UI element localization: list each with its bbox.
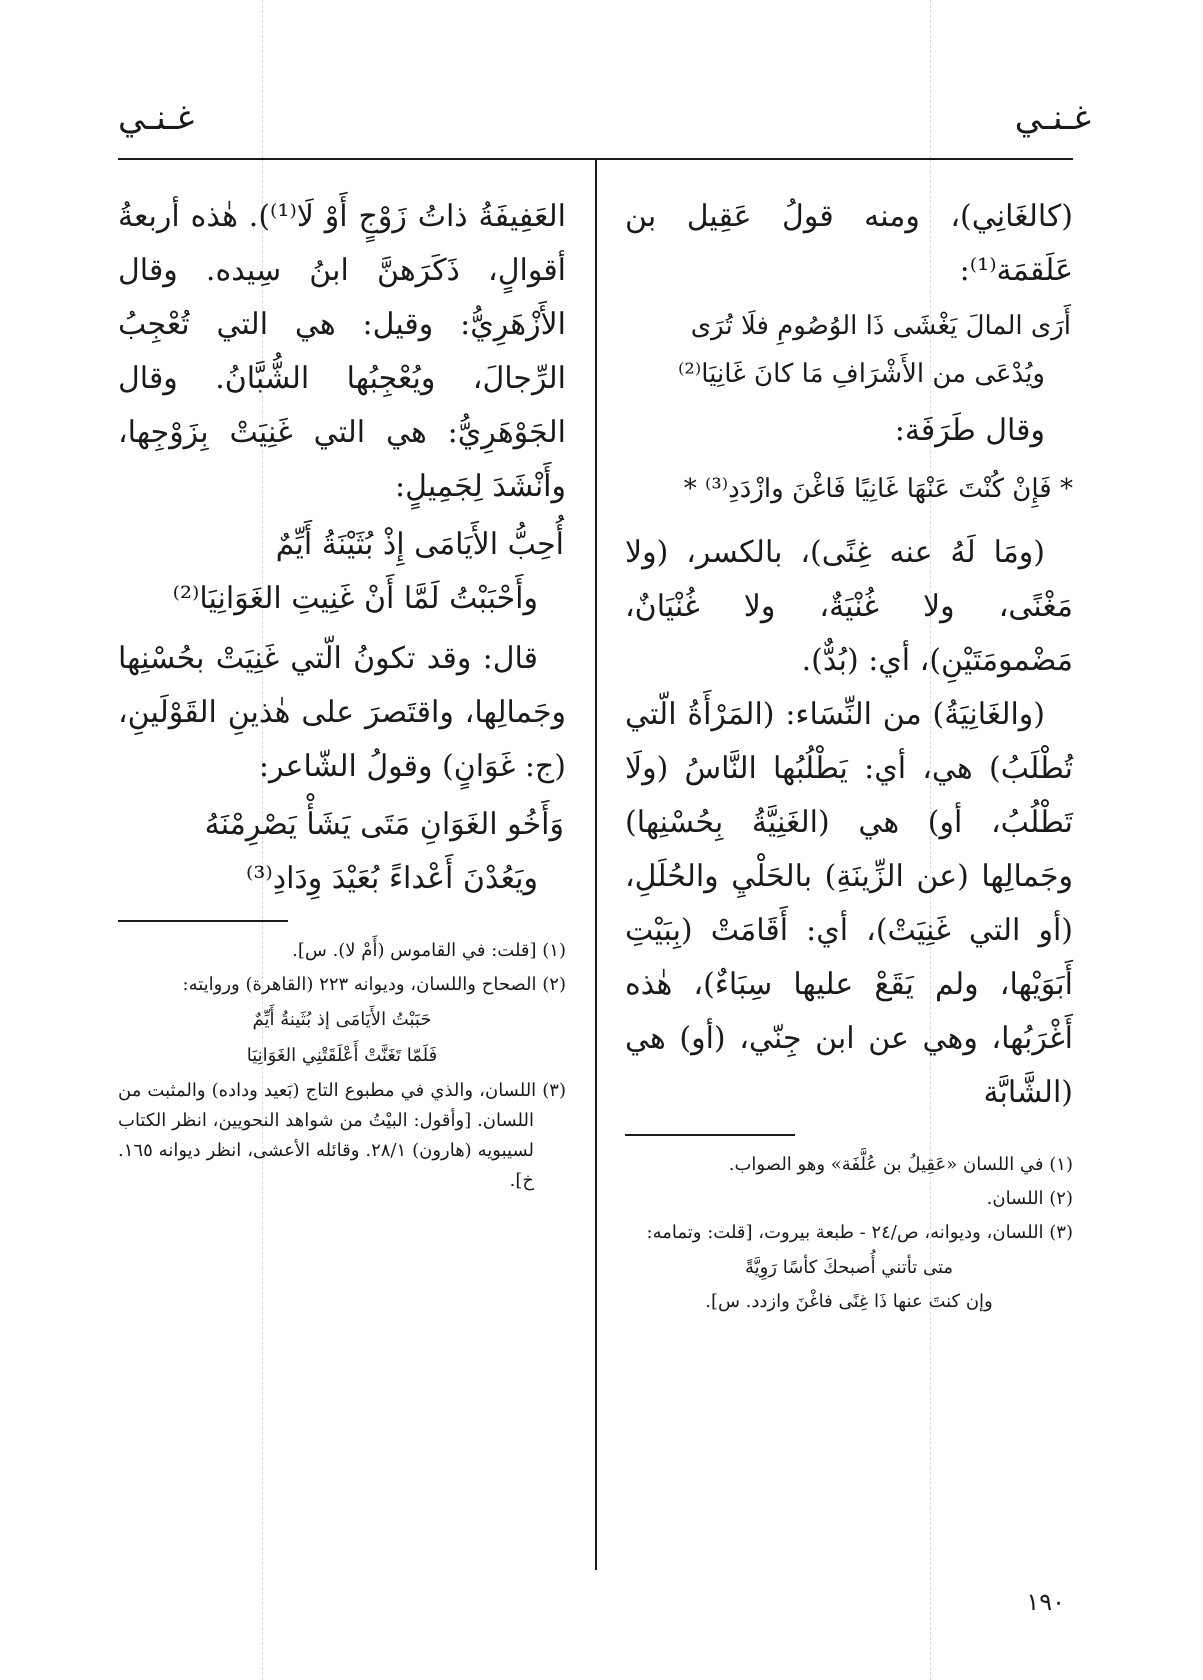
column-divider (595, 160, 597, 1570)
paragraph: (ومَا لَهُ عنه غِنًى)، بالكسر، (ولا مَغْنًى، ولا غُنْيَةٌ، ولا غُنْيَانٌ، مَضْمومَتَيْنِ)، أي: (بُدٌّ). (625, 535, 1073, 678)
footnote: (١) في اللسان «عَقِيلُ بن عُلَّفَة» وهو الصواب. (728, 1154, 1073, 1175)
footnote-verse: وإن كنتَ عنها ذَا غِنًى فاغْنَ وازدد. س]. (705, 1291, 993, 1312)
paragraph: (والغَانِيَةُ) من النِّسَاء: (المَرْأَةُ الّتي تُطْلَبُ) هي، أي: يَطْلُبُها النَّاسُ (ولَا تَطْلُبُ، أو) هي (الغَنِيَّةُ بِحُسْنِها) وجَمالِها (عن الزِّينَةِ) بالحَلْيِ والحُلَلِ، (أو التي غَنِيَتْ)، أي: أَقَامَتْ (بِبَيْتِ أَبَوَيْها، ولم يَقَعْ عليها سِبَاءٌ)، هٰذه أَغْرَبُها، وهي عن ابن جِنّي، (أو) هي (الشَّابَّة (625, 697, 1073, 1110)
paragraph: العَفِيفَةُ ذاتُ زَوْجٍ أَوْ لَا⁽¹⁾). هٰذه أربعةُ أقوالٍ، ذَكَرَهنَّ ابنُ سِيده. وقال الأَزْهَرِيُّ: وقيل: هي التي تُعْجِبُ الرِّجالَ، ويُعْجِبُها الشُّبَّانُ. وقال الجَوْهَرِيُّ: هي التي غَنِيَتْ بِزَوْجِها، وأَنْشَدَ لِجَمِيلٍ: (118, 199, 566, 504)
header-entry-word-right: غـنـي (1014, 98, 1091, 138)
poem-verse (625, 302, 1073, 398)
footnote-verse: حَبَبْتُ الأَيَامَى إذ بُثَينةُ أَيِّمٌ (252, 1009, 432, 1030)
verse-hemistich-2: ويَعُدْنَ أَعْداءً بُعَيْدَ وِدَادِ⁽³⁾ (245, 861, 538, 896)
verse-hemistich-2: وأَحْبَبْتُ لَمَّا أَنْ غَنِيتِ الغَوَانِيَا⁽²⁾ (172, 581, 538, 616)
footnote: (٣) اللسان، وديوانه، ص/٢٤ - طبعة بيروت، [قلت: وتمامه: (646, 1222, 1073, 1243)
verse-hemistich-2: ويُدْعَى من الأَشْرَافِ مَا كانَ غَانِيَا⁽²⁾ (677, 359, 1045, 389)
verse-quote: * فَإِنْ كُنْتَ عَنْهَا غَانِيًا فَاغْنَ وازْدَدِ⁽³⁾ * (683, 474, 1073, 504)
poem-verse (118, 798, 566, 906)
footnote: (٢) اللسان. (986, 1188, 1073, 1209)
left-column (118, 190, 566, 1200)
footnote-rule (625, 1134, 795, 1136)
verse-hemistich-1: أَرَى المالَ يَغْشَى ذَا الوُصُومِ فلَا تُرَى (690, 311, 1071, 341)
footnote-verse: فَلَمّا تَغَنَّتْ أَعْلَقَتْنِي الغَوَانِيَا (246, 1045, 438, 1066)
verse-hemistich-1: وَأَخُو الغَوَانِ مَتَى يَشَأْ يَصْرِمْنَهُ (204, 807, 564, 842)
verse-hemistich-1: أُحِبُّ الأَيَامَى إِذْ بُثَيْنَةُ أَيِّمٌ (275, 527, 564, 562)
footnotes (625, 1150, 1073, 1318)
right-column (625, 190, 1073, 1320)
footnote-rule (118, 920, 288, 922)
paragraph: قال: وقد تكونُ الّتي غَنِيَتْ بحُسْنِها وجَمالِها، واقتَصرَ على هٰذينِ القَوْلَينِ، (ج: غَوَانٍ) وقولُ الشّاعر: (118, 641, 566, 784)
footnote: (١) [قلت: في القاموس (أَمْ لا). س]. (292, 940, 566, 961)
paragraph: وقال طَرَفَة: (894, 413, 1045, 448)
page-number: ١٩٠ (1026, 1588, 1065, 1616)
poem-verse (118, 518, 566, 626)
footnotes (118, 936, 566, 1196)
paragraph: (كالغَانِي)، ومنه قولُ عَقِيل بن عَلَقمَة⁽¹⁾: (625, 199, 1073, 288)
footnote-verse: متى تأتني أُصبحكَ كأسًا رَوِيَّةً (744, 1257, 954, 1278)
footnote: (٣) اللسان، والذي في مطبوع التاج (بَعيد وداده) والمثبت من اللسان. [وأقول: البيْتُ من شواهد النحويين، انظر الكتاب لسيبويه (هارون) ٢٨/١. وقائله الأعشى، انظر ديوانه ١٦٥. خ]. (118, 1080, 566, 1191)
footnote: (٢) الصحاح واللسان، وديوانه ٢٢٣ (القاهرة) وروايته: (182, 974, 566, 995)
header-entry-word-left: غـنـي (118, 98, 195, 138)
